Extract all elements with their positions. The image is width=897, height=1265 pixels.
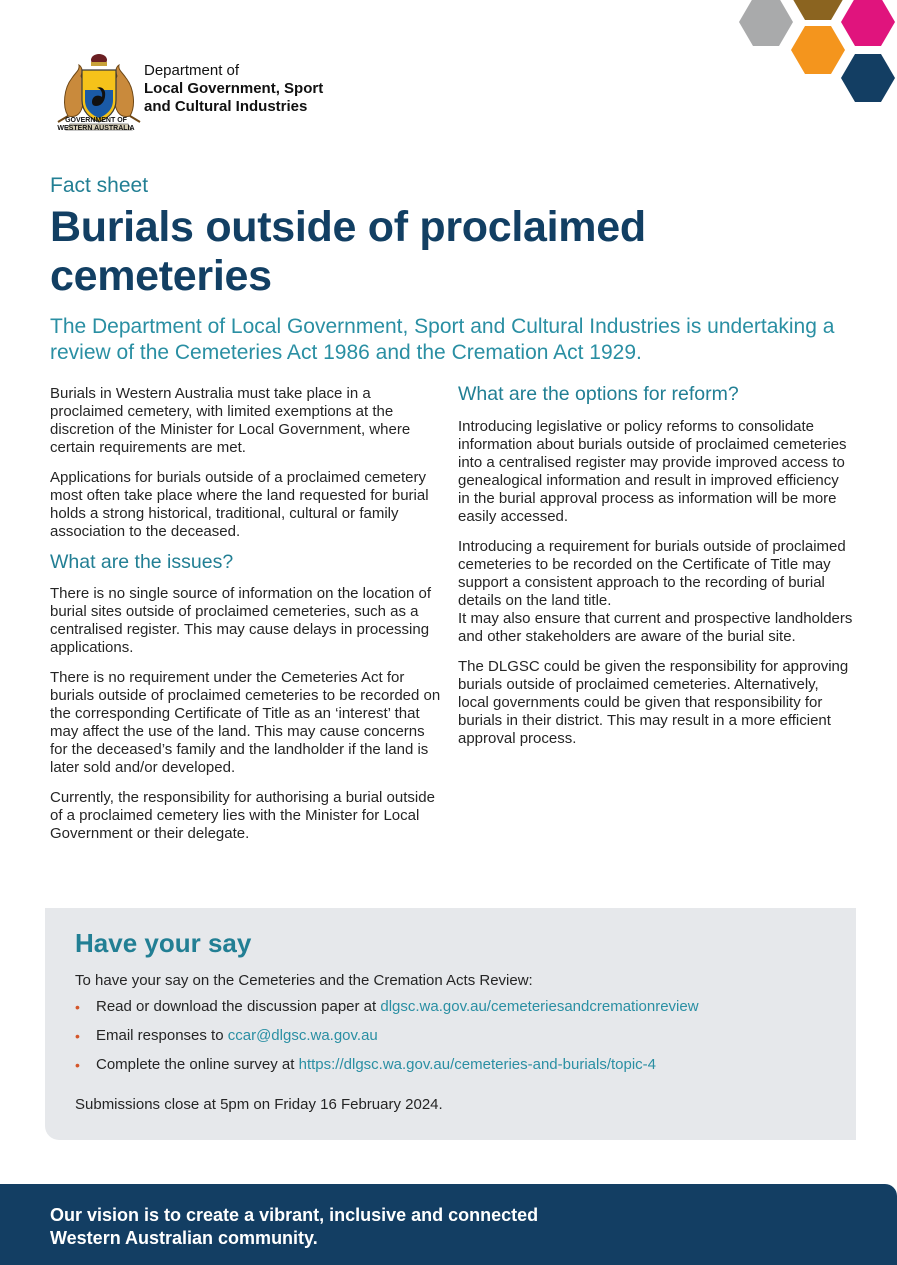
- left-paragraph-2: Applications for burials outside of a proclaimed cemetery most often take place where the land requested for burial holds a strong historical, traditional, cultural or family association to the deceased.: [50, 469, 429, 540]
- bullet-icon: •: [75, 999, 80, 1015]
- left-paragraph-3: There is no single source of information on the location of burial sites outside of proclaimed cemeteries, such as a centralised register. This may cause delays in processing applications.: [50, 585, 432, 656]
- list-item: [75, 998, 699, 1016]
- discussion-paper-link[interactable]: dlgsc.wa.gov.au/cemeteriesandcremationreview: [380, 998, 699, 1015]
- reform-heading: What are the options for reform?: [458, 383, 739, 405]
- vision-line2: Western Australian community.: [50, 1228, 318, 1248]
- issues-heading: What are the issues?: [50, 551, 234, 573]
- left-paragraph-5: Currently, the responsibility for authorising a burial outside of a proclaimed cemetery lies with the Minister for Local Government or their delegate.: [50, 789, 435, 842]
- list-item: [75, 1027, 699, 1045]
- hexagon-pink: [841, 0, 895, 46]
- department-line2: Local Government, Sport: [144, 80, 324, 97]
- survey-link[interactable]: https://dlgsc.wa.gov.au/cemeteries-and-burials/topic-4: [298, 1056, 657, 1073]
- right-paragraph-2b: It may also ensure that current and prospective landholders and other stakeholders are aware of the burial site.: [458, 610, 853, 645]
- have-your-say-panel: [45, 908, 856, 1140]
- submissions-close-note: Submissions close at 5pm on Friday 16 February 2024.: [75, 1096, 443, 1113]
- left-column: [50, 385, 445, 855]
- right-paragraph-2a: Introducing a requirement for burials outside of proclaimed cemeteries to be recorded on the Certificate of Title may support a consistent approach to the recording of burial details on the land title.: [458, 538, 846, 609]
- right-paragraph-2: [458, 538, 853, 646]
- have-your-say-lead: To have your say on the Cemeteries and the Cremation Acts Review:: [75, 972, 533, 989]
- department-line1: Department of: [144, 62, 240, 79]
- have-your-say-list: [75, 998, 699, 1085]
- crest-caption: [50, 117, 142, 133]
- intro-paragraph: The Department of Local Government, Sport and Cultural Industries is undertaking a review of the Cemeteries Act 1986 and the Cremation Act 1929.: [50, 315, 835, 364]
- left-paragraph-1: Burials in Western Australia must take place in a proclaimed cemetery, with limited exemptions at the discretion of the Minister for Local Government, where certain requirements are met.: [50, 385, 411, 456]
- right-paragraph-3: The DLGSC could be given the responsibility for approving burials outside of proclaimed cemeteries. Alternatively, local governments could be given that responsibility for burials in their district. This may result in a more efficient approval process.: [458, 658, 849, 747]
- list-item-text: Read or download the discussion paper at: [96, 998, 381, 1015]
- bullet-icon: •: [75, 1057, 80, 1073]
- left-paragraph-4: There is no requirement under the Cemeteries Act for burials outside of proclaimed cemeteries to be recorded on the corresponding Certificate of Title as an ‘interest’ that may affect the use of the land. This may cause concerns for the deceased’s family and the landholder if the land is later sold and/or developed.: [50, 669, 441, 776]
- list-item-text: Email responses to: [96, 1027, 228, 1044]
- bullet-icon: •: [75, 1028, 80, 1044]
- list-item-text: Complete the online survey at: [96, 1056, 299, 1073]
- hexagon-grey: [739, 0, 793, 46]
- decorative-hexagons: [737, 0, 897, 110]
- department-name: [144, 62, 323, 116]
- hexagon-orange: [791, 26, 845, 74]
- right-column: [458, 385, 853, 760]
- right-paragraph-1: Introducing legislative or policy reforms to consolidate information about burials outside of proclaimed cemeteries into a centralised register may provide improved access to genealogical information and result in improved efficiency in the burial approval process as information will be more easily accessed.: [458, 418, 847, 525]
- document-type-label: Fact sheet: [50, 174, 149, 197]
- footer-banner: [0, 1184, 897, 1265]
- page-title: Burials outside of proclaimed cemeteries: [50, 203, 646, 300]
- hexagon-brown: [791, 0, 845, 20]
- crest-caption-line1: GOVERNMENT OF: [65, 117, 127, 124]
- have-your-say-heading: Have your say: [75, 928, 252, 958]
- crest-caption-line2: WESTERN AUSTRALIA: [57, 125, 135, 132]
- vision-statement: [50, 1204, 570, 1250]
- list-item: [75, 1056, 699, 1074]
- vision-line1: Our vision is to create a vibrant, inclusive and connected: [50, 1205, 539, 1225]
- hexagon-navy: [841, 54, 895, 102]
- department-line3: and Cultural Industries: [144, 98, 308, 115]
- email-link[interactable]: ccar@dlgsc.wa.gov.au: [227, 1027, 378, 1044]
